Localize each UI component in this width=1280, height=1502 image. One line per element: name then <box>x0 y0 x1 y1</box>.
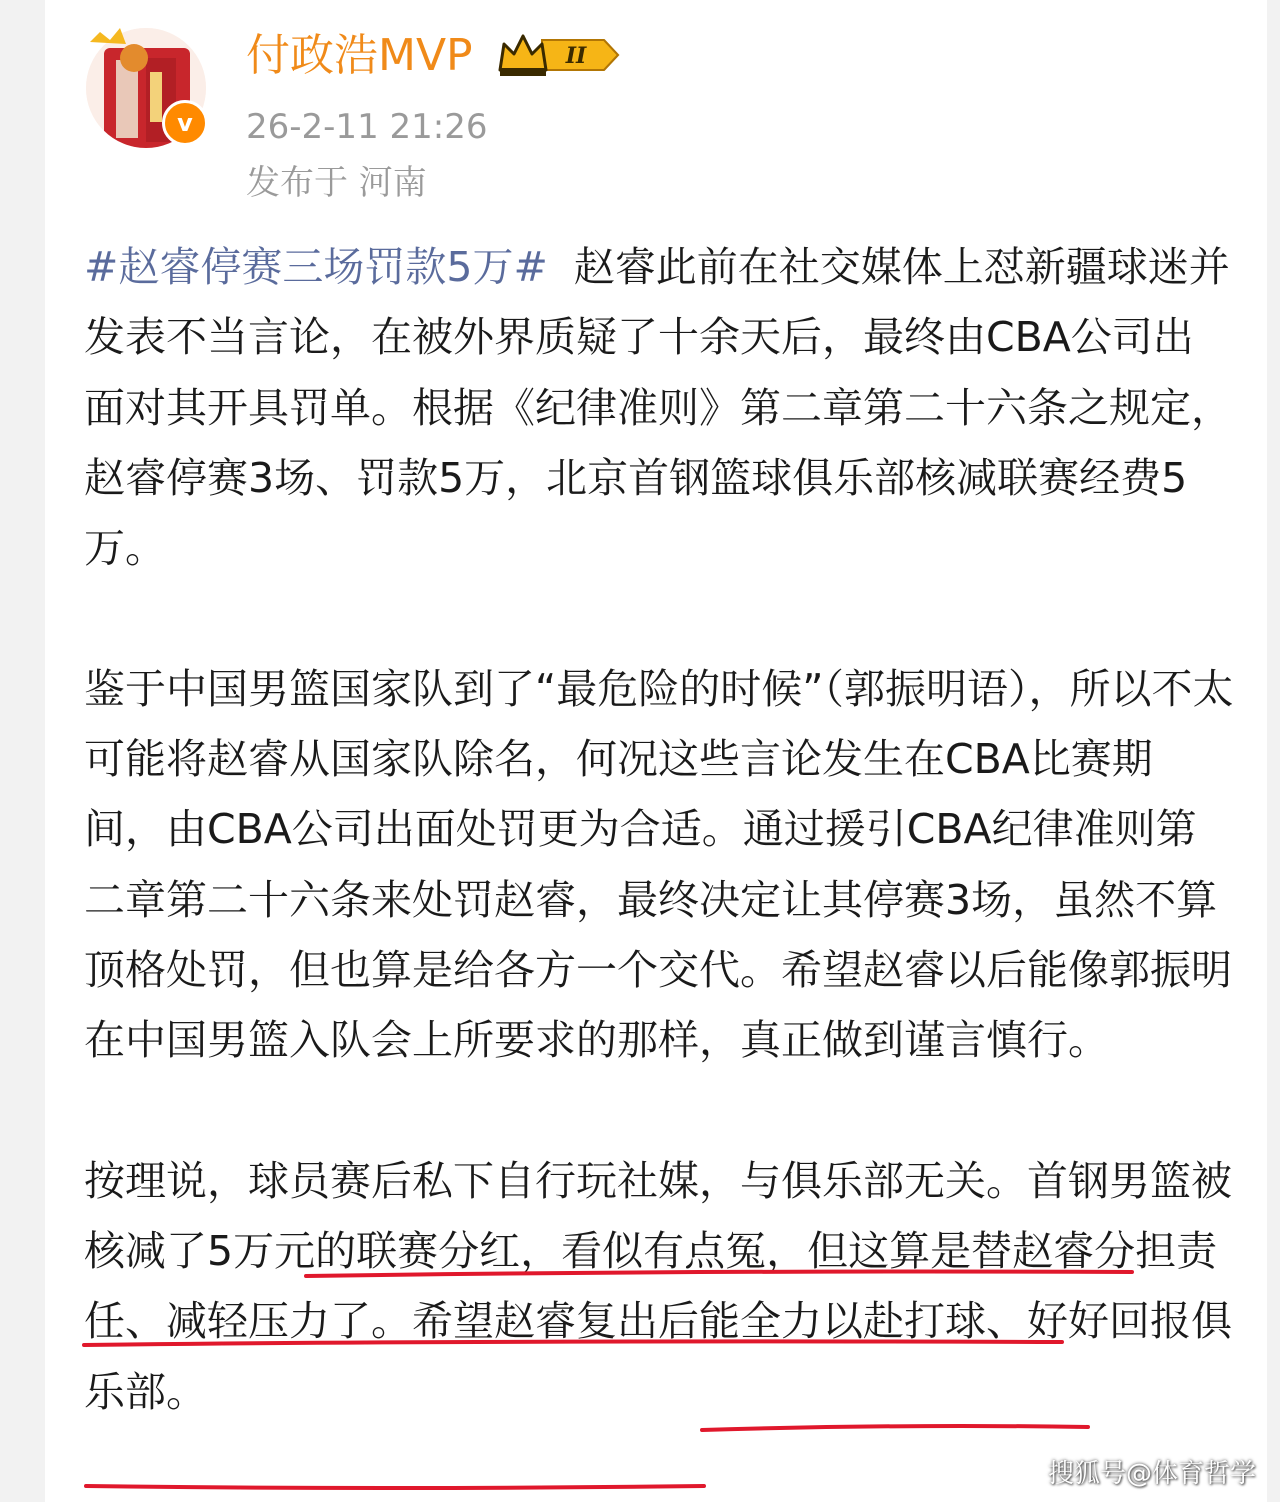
post-location: 发布于 河南 <box>246 163 427 203</box>
rank-badge-label: II <box>565 43 587 69</box>
post-timestamp: 26-2-11 21:26 <box>246 107 488 147</box>
paragraph-3: 按理说，球员赛后私下自行玩社媒，与俱乐部无关。首钢男篮被核减了5万元的联赛分红，看似有点冤，但这算是替赵睿分担责任、减轻压力了。希望赵睿复出后能全力以赴打球、好好回报俱乐部。 <box>84 1156 1232 1416</box>
paragraph-2: 鉴于中国男篮国家队到了“最危险的时候”（郭振明语），所以不太可能将赵睿从国家队除名，何况这些言论发生在CBA比赛期间，由CBA公司出面处罚更为合适。通过援引CBA纪律准则第二章第二十六条来处罚赵睿，最终决定让其停赛3场，虽然不算顶格处罚，但也算是给各方一个交代。希望赵睿以后能像郭振明在中国男篮入队会上所要求的那样，真正做到谨言慎行。 <box>84 664 1234 1065</box>
paragraph-1 <box>84 232 1234 583</box>
paragraph-1-text: 赵睿此前在社交媒体上怼新疆球迷并发表不当言论，在被外界质疑了十余天后，最终由CBA公司出面对其开具罚单。根据《纪律准则》第二章第二十六条之规定，赵睿停赛3场、罚款5万，北京首钢篮球俱乐部核减联赛经费5万。 <box>84 243 1232 573</box>
author-name[interactable]: 付政浩MVP <box>246 30 473 81</box>
hashtag-link[interactable]: #赵睿停赛三场罚款5万# <box>84 243 548 291</box>
watermark: 搜狐号@体育哲学 <box>1048 1459 1257 1489</box>
verified-icon: v <box>162 100 208 146</box>
crown-rank-icon[interactable] <box>496 30 622 80</box>
post-content <box>84 232 1234 1427</box>
